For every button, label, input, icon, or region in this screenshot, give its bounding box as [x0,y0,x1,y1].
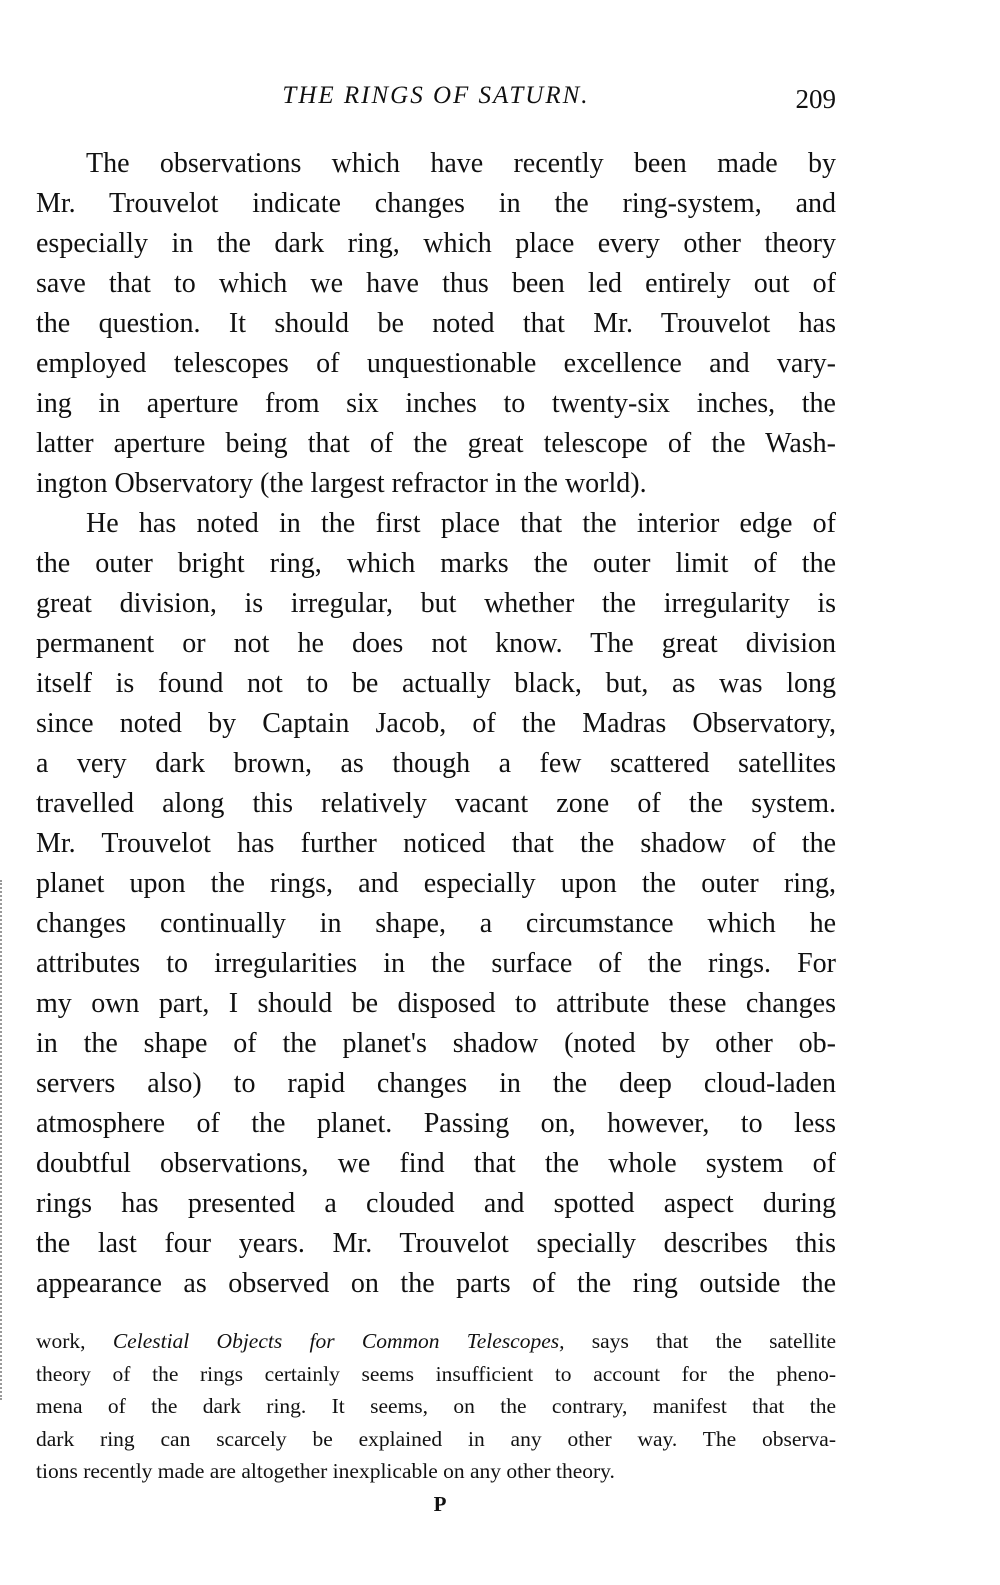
text-line: Mr. Trouvelot indicate changes in the ring-system, and [36,188,836,219]
text-line: latter aperture being that of the great telescope of the Wash- [36,428,836,459]
text-line: employed telescopes of unquestionable excellence and vary- [36,348,836,379]
page-number: 209 [795,84,836,114]
text-line: since noted by Captain Jacob, of the Madras Observatory, [36,708,836,739]
text-line: The observations which have recently been made by [86,148,836,179]
text-line: permanent or not he does not know. The great division [36,628,836,659]
text-line: changes continually in shape, a circumstance which he [36,908,836,939]
text-line: travelled along this relatively vacant zone of the system. [36,788,836,819]
footnote-line: theory of the rings certainly seems insufficient to account for the pheno- [36,1361,836,1386]
text-line: rings has presented a clouded and spotted aspect during [36,1188,836,1219]
text-line: especially in the dark ring, which place every other theory [36,228,836,259]
footnote-line: dark ring can scarcely be explained in any other way. The observa- [36,1426,836,1451]
text-line: the last four years. Mr. Trouvelot specially describes this [36,1228,836,1259]
text-line: atmosphere of the planet. Passing on, however, to less [36,1108,836,1139]
text-line: in the shape of the planet's shadow (noted by other ob- [36,1028,836,1059]
running-title: THE RINGS OF SATURN. [282,82,590,109]
text-line: great division, is irregular, but whether the irregularity is [36,588,836,619]
text-line: itself is found not to be actually black, but, as was long [36,668,836,699]
text-line: ing in aperture from six inches to twenty-six inches, the [36,388,836,419]
text-line: attributes to irregularities in the surface of the rings. For [36,948,836,979]
text-line: doubtful observations, we find that the whole system of [36,1148,836,1179]
text-line: servers also) to rapid changes in the deep cloud-laden [36,1068,836,1099]
footnote-line: tions recently made are altogether inexplicable on any other theory. [36,1459,615,1483]
text-line: a very dark brown, as though a few scattered satellites [36,748,836,779]
text-line: save that to which we have thus been led entirely out of [36,268,836,299]
text-line: He has noted in the first place that the interior edge of [86,508,836,539]
signature-mark: P [433,1492,447,1516]
footnote [36,1325,836,1488]
page-edge-mark [0,880,4,1400]
text-line: ington Observatory (the largest refractor in the world). [36,468,647,499]
text-line: appearance as observed on the parts of the ring outside the [36,1268,836,1299]
book-title: Celestial Objects for Common Telescopes, [112,1329,565,1353]
footnote-prefix: work, [36,1329,86,1353]
text-line: the outer bright ring, which marks the outer limit of the [36,548,836,579]
footnote-line: mena of the dark ring. It seems, on the contrary, manifest that the [36,1394,836,1418]
text-line: the question. It should be noted that Mr. Trouvelot has [36,308,836,339]
text-line: Mr. Trouvelot has further noticed that the shadow of the [36,828,836,859]
body-text [36,144,836,1304]
footnote-line [36,1325,836,1358]
text-line: planet upon the rings, and especially upon the outer ring, [36,868,836,899]
page-header [36,82,836,116]
footnote-suffix: says that the satellite [591,1329,837,1353]
text-line: my own part, I should be disposed to attribute these changes [36,988,836,1019]
